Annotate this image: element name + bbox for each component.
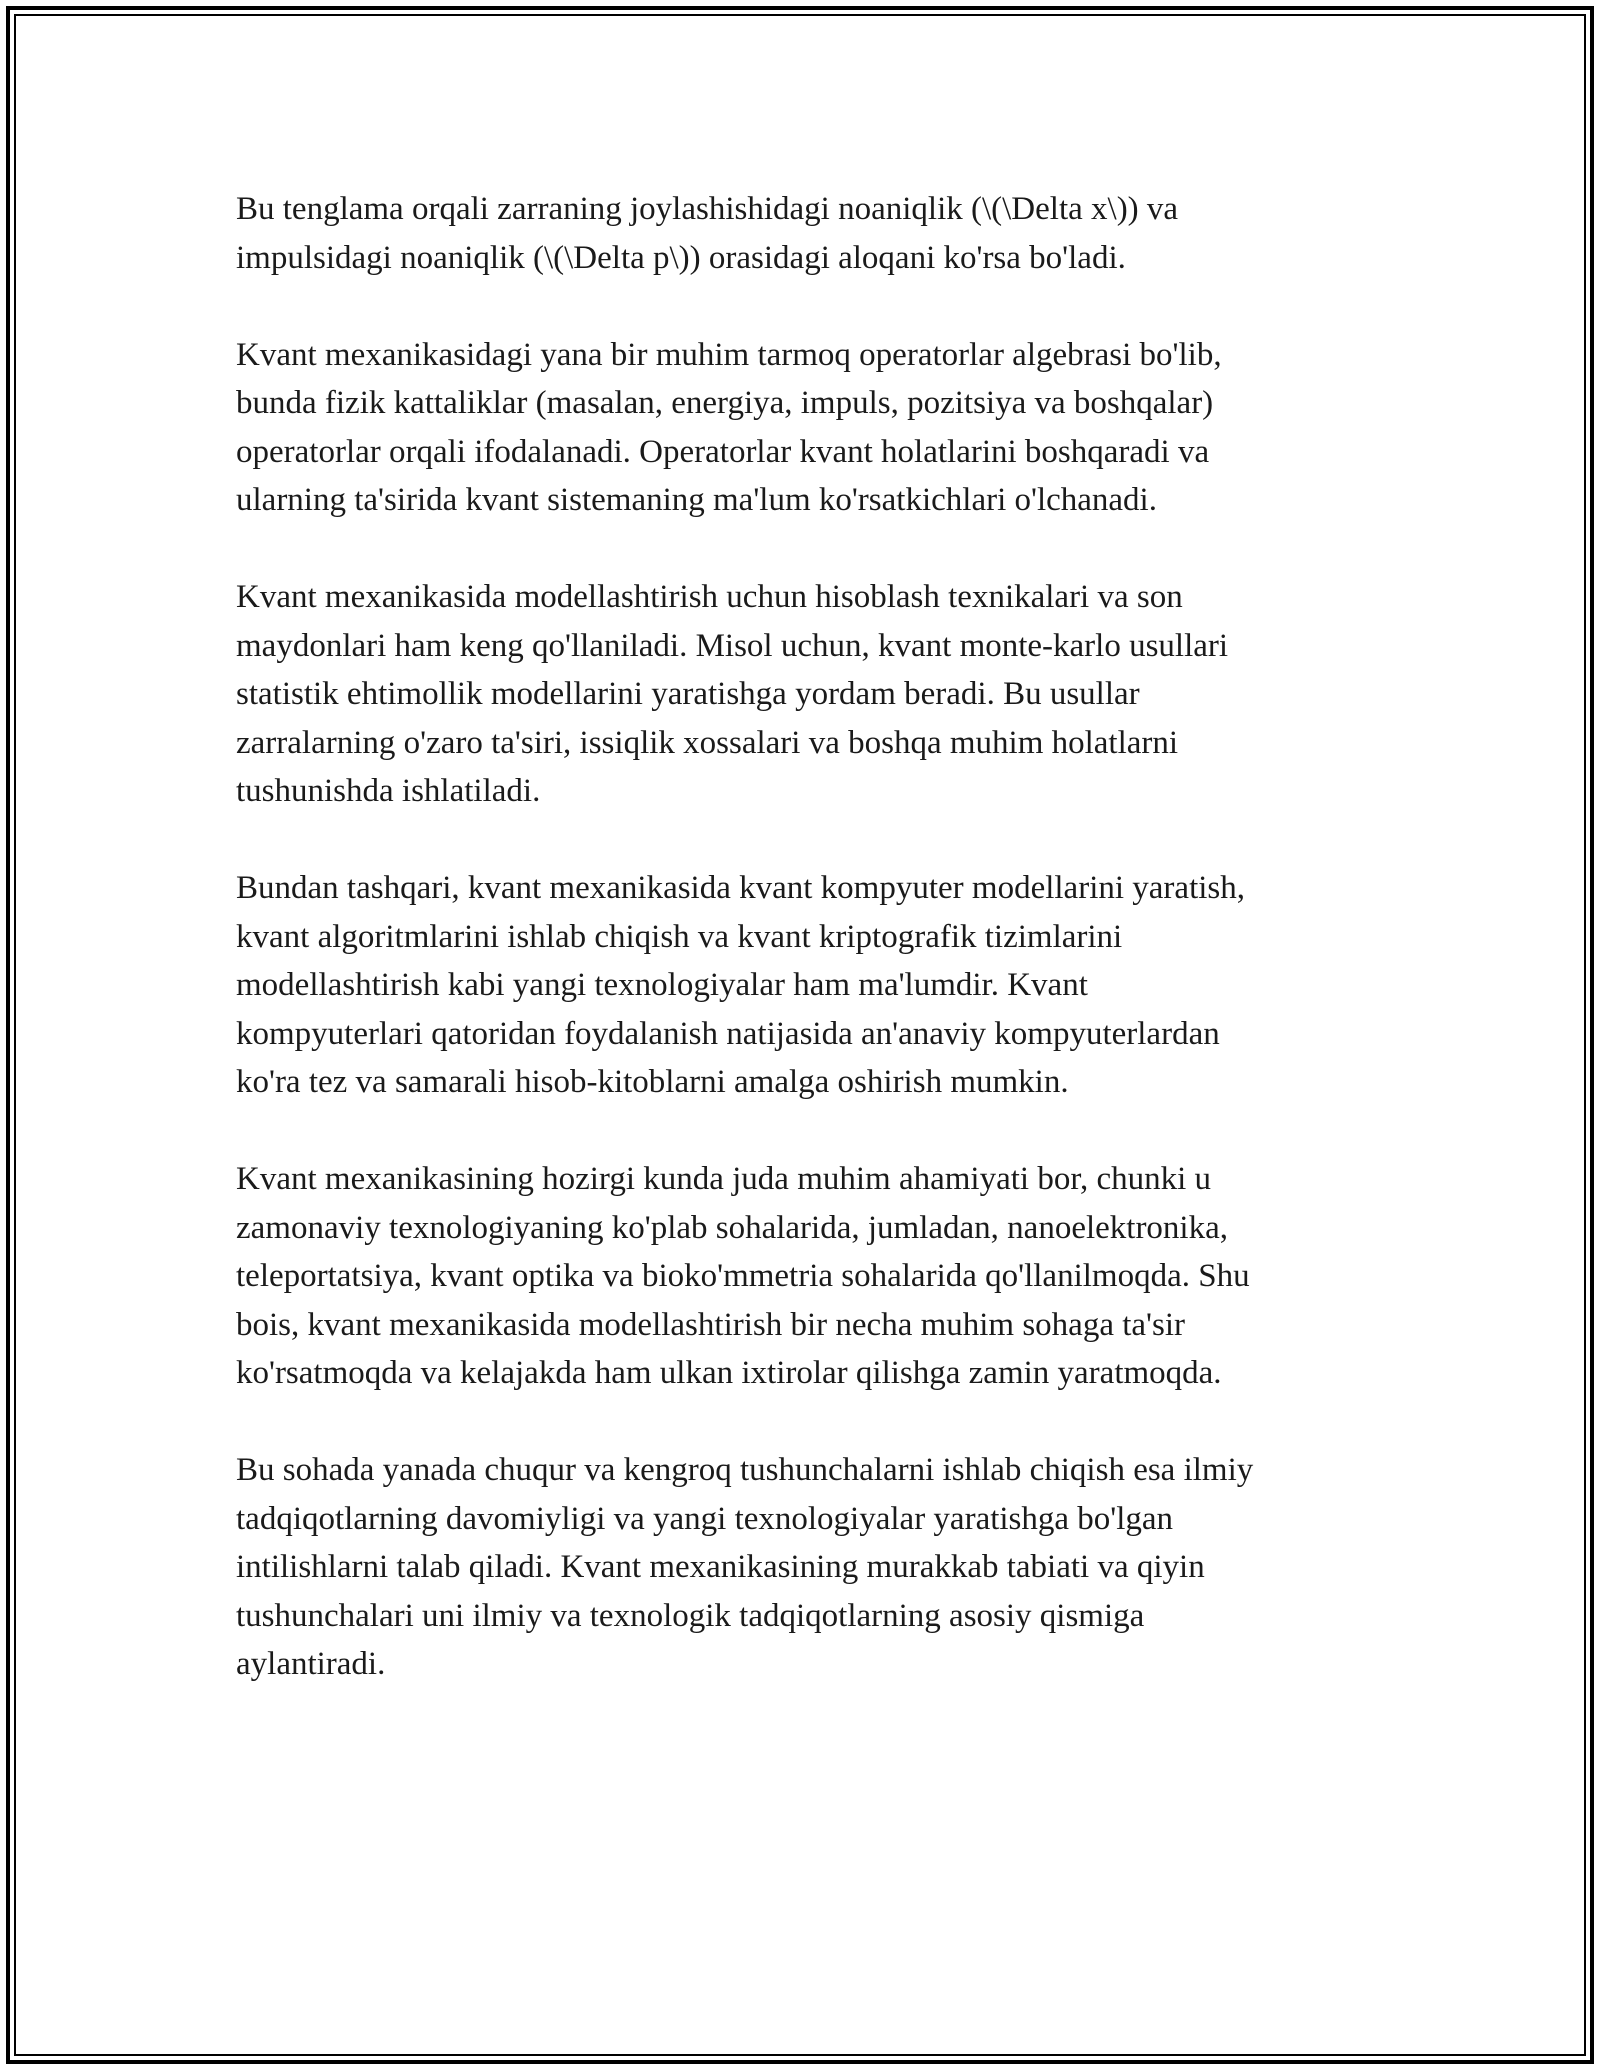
text-line: zarralarning o'zaro ta'siri, issiqlik xossalari va boshqa muhim holatlarni	[236, 724, 1179, 761]
text-line: ko'rsatmoqda va kelajakda ham ulkan ixtirolar qilishga zamin yaratmoqda.	[236, 1355, 1222, 1391]
paragraph-2	[236, 331, 1386, 525]
text-line: ularning ta'sirida kvant sistemaning ma'lum ko'rsatkichlari o'lchanadi.	[236, 482, 1157, 518]
text-line: tushunchalari uni ilmiy va texnologik tadqiqotlarning asosiy qismiga	[236, 1597, 1145, 1634]
paragraph-3	[236, 573, 1386, 816]
text-line: teleportatsiya, kvant optika va bioko'mmetria sohalarida qo'llanilmoqda. Shu	[236, 1258, 1250, 1294]
text-line: Kvant mexanikasining hozirgi kunda juda muhim ahamiyati bor, chunki u	[236, 1161, 1212, 1197]
paragraph-4	[236, 864, 1386, 1107]
text-line: Bu sohada yanada chuqur va kengroq tushunchalarni ishlab chiqish esa ilmiy	[236, 1452, 1254, 1488]
text-line: bunda fizik kattaliklar (masalan, energiya, impuls, pozitsiya va boshqalar)	[236, 385, 1214, 421]
text-line: bois, kvant mexanikasida modellashtirish bir necha muhim sohaga ta'sir	[236, 1306, 1185, 1343]
document-body	[236, 185, 1386, 1737]
text-line: zamonaviy texnologiyaning ko'plab sohalarida, jumladan, nanoelektronika,	[236, 1209, 1228, 1246]
text-line: Bundan tashqari, kvant mexanikasida kvant kompyuter modellarini yaratish,	[236, 870, 1245, 906]
paragraph-5	[236, 1155, 1386, 1398]
text-line: maydonlari ham keng qo'llaniladi. Misol uchun, kvant monte-karlo usullari	[236, 627, 1229, 664]
text-line: operatorlar orqali ifodalanadi. Operatorlar kvant holatlarini boshqaradi va	[236, 433, 1210, 470]
text-line: Kvant mexanikasidagi yana bir muhim tarmoq operatorlar algebrasi bo'lib,	[236, 336, 1222, 373]
text-line: kvant algoritmlarini ishlab chiqish va kvant kriptografik tizimlarini	[236, 918, 1123, 955]
text-line: tushunishda ishlatiladi.	[236, 773, 541, 809]
text-line: statistik ehtimollik modellarini yaratishga yordam beradi. Bu usullar	[236, 676, 1140, 712]
text-line: tadqiqotlarning davomiyligi va yangi texnologiyalar yaratishga bo'lgan	[236, 1500, 1174, 1537]
text-line: Kvant mexanikasida modellashtirish uchun hisoblash texnikalari va son	[236, 579, 1183, 615]
text-line: aylantiradi.	[236, 1646, 386, 1682]
paragraph-1	[236, 185, 1386, 282]
text-line: impulsidagi noaniqlik (\(\Delta p\)) orasidagi aloqani ko'rsa bo'ladi.	[236, 239, 1126, 276]
paragraph-6	[236, 1446, 1386, 1689]
text-line: Bu tenglama orqali zarraning joylashishidagi noaniqlik (\(\Delta x\)) va	[236, 191, 1179, 227]
text-line: intilishlarni talab qiladi. Kvant mexanikasining murakkab tabiati va qiyin	[236, 1549, 1205, 1585]
text-line: kompyuterlari qatoridan foydalanish natijasida an'anaviy kompyuterlardan	[236, 1015, 1220, 1052]
text-line: ko'ra tez va samarali hisob-kitoblarni amalga oshirish mumkin.	[236, 1064, 1069, 1100]
text-line: modellashtirish kabi yangi texnologiyalar ham ma'lumdir. Kvant	[236, 967, 1088, 1003]
